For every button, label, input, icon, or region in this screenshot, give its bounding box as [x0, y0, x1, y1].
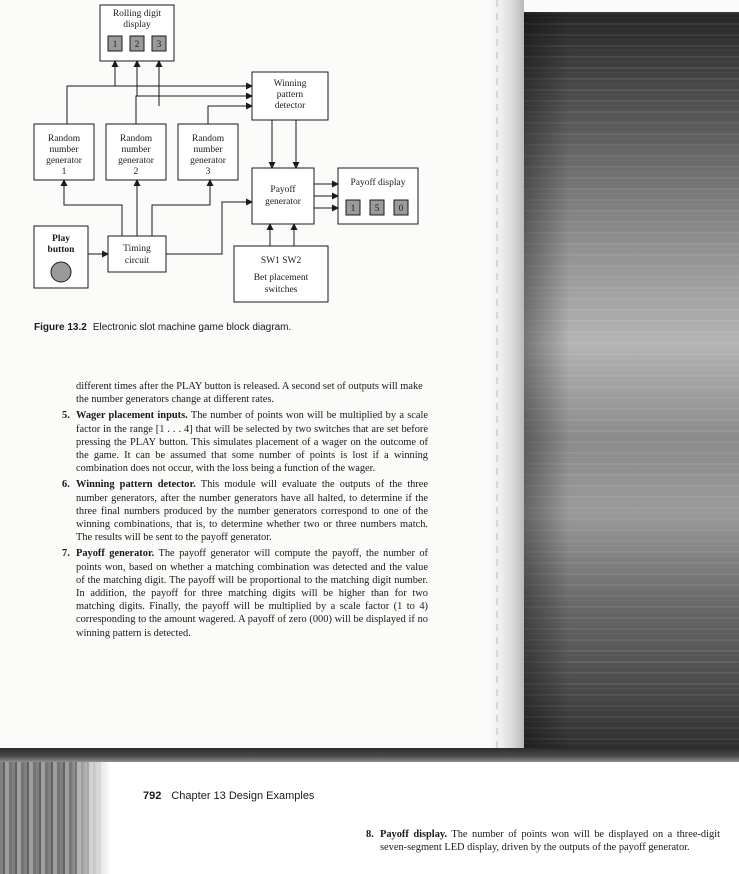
payoff-digit-2: 5 — [374, 203, 380, 213]
rng1-label-4: 1 — [61, 167, 67, 177]
bet-label-1: Bet placement — [253, 273, 309, 283]
switch-labels: SW1 SW2 — [260, 256, 302, 266]
rng1-label-1: Random — [47, 134, 81, 144]
timing-label-2: circuit — [124, 256, 150, 266]
rng3-label-2: number — [193, 145, 223, 155]
timing-label-1: Timing — [123, 244, 151, 254]
rng2-label-3: generator — [118, 156, 154, 166]
list-item-text: This module will evaluate the outputs of the three number generators, after the number generators have all halted, to determine if the three final numbers produced by the number generators correspond to one of the winning combinations, that is, to determine whether two or three numbers match. The results will be sent to the payoff generator. — [76, 479, 428, 544]
list-item — [62, 547, 428, 639]
timing-circuit — [108, 236, 166, 272]
play-button-icon — [51, 262, 71, 282]
rolling-digit-3: 3 — [156, 39, 162, 49]
detector-label-1: Winning — [273, 79, 307, 89]
payoff-generator — [252, 168, 314, 224]
payoff-display — [338, 168, 418, 224]
bet-label-2: switches — [264, 285, 298, 295]
list-item-text: The number of points won will be multiplied by a scale factor in the range [1 . . . 4] that will be selected by two switches that are set before pressing the PLAY button. This simulates placement of a wager on the outcome of the game. It can be assumed that some number of points is lost if a winning combination does not occur, with the loss being a function of the wager. — [76, 410, 428, 475]
running-head — [143, 790, 314, 802]
chapter-title: Chapter 13 Design Examples — [171, 790, 315, 802]
payoff-display-label: Payoff display — [350, 178, 406, 188]
list-item-term: Payoff display. — [380, 829, 448, 840]
rolling-digit-1: 1 — [112, 39, 118, 49]
block-diagram — [0, 0, 488, 318]
list-item-number: 6. — [62, 479, 70, 491]
list-item-number: 7. — [62, 548, 70, 560]
rng1-label-3: generator — [46, 156, 82, 166]
play-button-label-1: Play — [52, 234, 70, 244]
rng2-label-2: number — [121, 145, 151, 155]
rng2-label-4: 2 — [133, 167, 139, 177]
rng3-label-1: Random — [191, 134, 225, 144]
facing-page-scan — [524, 12, 739, 748]
list-item-number: 5. — [62, 410, 70, 422]
bet-placement-switches — [234, 246, 328, 302]
list-item-term: Payoff generator. — [76, 548, 155, 560]
payoff-generator-label-2: generator — [265, 197, 301, 207]
list-item-number: 8. — [366, 829, 374, 840]
page-gap-shadow — [0, 748, 739, 762]
rolling-digit-display — [100, 5, 174, 61]
body-text — [62, 380, 428, 643]
rolling-display-label-2: display — [123, 20, 151, 30]
rng1-label-2: number — [49, 145, 79, 155]
lead-paragraph: different times after the PLAY button is released. A second set of outputs will make the number generators change at different rates. — [76, 381, 423, 406]
list-item-text: The payoff generator will compute the payoff, the number of points won, based on whether a matching combination was detected and the value of the matching digit. The payoff will be proportional to the matching digit number. In addition, the payoff for three matching digits will be higher than for two matching digits. Finally, the payoff will be multiplied by a scale factor (1 to 4) corresponding to the amount wagered. A payoff of zero (000) will be displayed if no winning pattern is detected. — [76, 548, 428, 639]
payoff-digit-3: 0 — [398, 203, 404, 213]
page-edge-scan — [0, 762, 110, 874]
list-item — [62, 478, 428, 544]
list-item-term: Wager placement inputs. — [76, 410, 188, 422]
play-button-block — [34, 226, 88, 288]
page-number: 792 — [143, 790, 162, 802]
random-number-generator-3 — [178, 124, 238, 180]
detector-label-2: pattern — [276, 90, 304, 100]
figure-caption — [34, 322, 291, 333]
payoff-generator-label-1: Payoff — [270, 185, 296, 195]
random-number-generator-2 — [106, 124, 166, 180]
winning-pattern-detector — [252, 72, 328, 120]
list-item-text: The number of points won will be displayed on a three-digit seven-segment LED display, driven by the outputs of the payoff generator. — [380, 829, 720, 853]
list-item-term: Winning pattern detector. — [76, 479, 196, 491]
rolling-digit-2: 2 — [134, 39, 140, 49]
random-number-generator-1 — [34, 124, 94, 180]
figure-label: Figure 13.2 — [34, 322, 87, 333]
detector-label-3: detector — [274, 101, 306, 111]
book-page-lower — [0, 762, 739, 874]
rng3-label-4: 3 — [205, 167, 211, 177]
rng3-label-3: generator — [190, 156, 226, 166]
list-item — [366, 828, 720, 854]
book-gutter — [488, 0, 524, 748]
figure-caption-text: Electronic slot machine game block diagram. — [92, 322, 292, 333]
list-item — [62, 409, 428, 475]
play-button-label-2: button — [47, 245, 75, 255]
rng2-label-1: Random — [119, 134, 153, 144]
rolling-display-label-1: Rolling digit — [112, 9, 162, 19]
payoff-digit-1: 1 — [350, 203, 356, 213]
